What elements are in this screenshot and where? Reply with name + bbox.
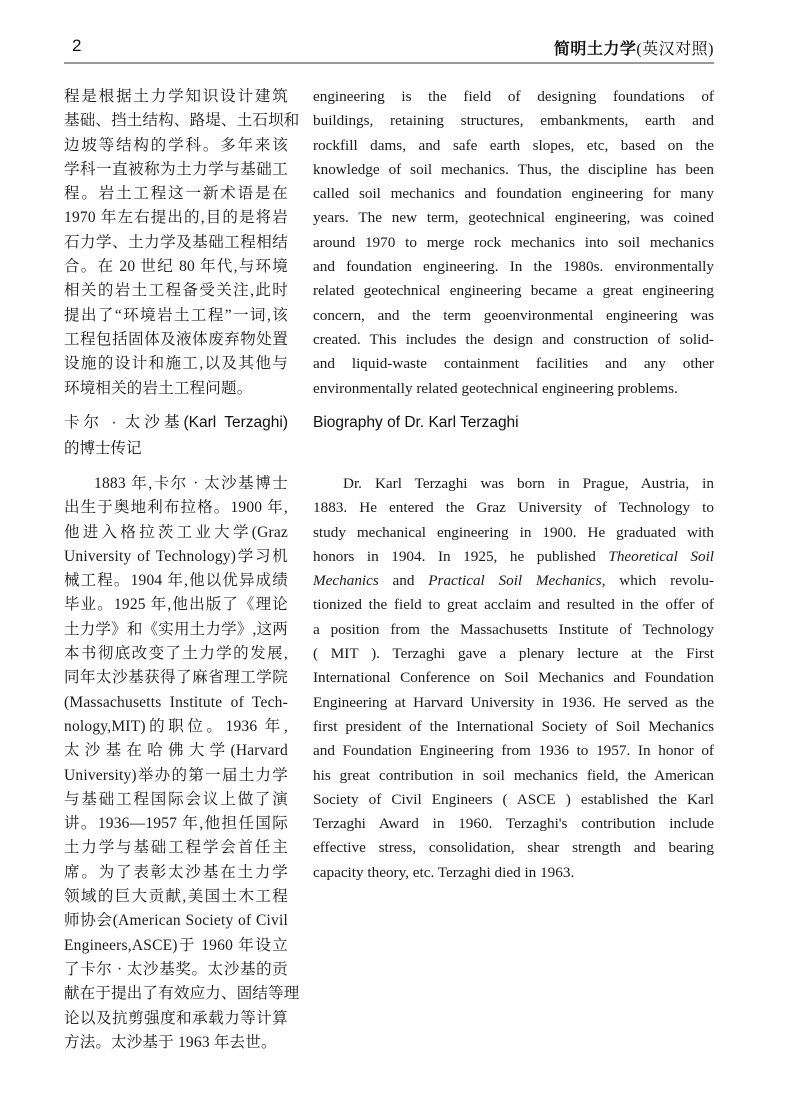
- text-line: and liquid-waste containment facilities and any other: [313, 355, 714, 373]
- right-intro-paragraph: [313, 85, 714, 401]
- text-line: effective stress, consolidation, shear strength and bearing: [313, 839, 714, 857]
- text-line: knowledge of soil mechanics. Thus, the discipline has been: [313, 160, 714, 178]
- text-line: 领域的巨大贡献,美国土木工程: [64, 888, 288, 906]
- text-line: environmentally related geotechnical engineering problems.: [313, 379, 678, 397]
- text-line: 本书彻底改变了土力学的发展,: [64, 645, 288, 663]
- text-line: 基础、挡土结构、路堤、土石坝和: [64, 112, 300, 130]
- heading-line: 的博士传记: [64, 440, 142, 457]
- text-line: 与基础工程国际会议上做了演: [64, 790, 288, 808]
- text-line: University of Technology)学习机: [64, 547, 288, 565]
- text-line: 席。为了表彰太沙基在土力学: [64, 863, 288, 881]
- text-segment: , which revolu-: [601, 572, 714, 590]
- text-line-with-italic: [313, 569, 714, 593]
- text-line: study mechanical engineering in 1900. He graduated with: [313, 523, 714, 541]
- text-line: ( MIT ). Terzaghi gave a plenary lecture at the First: [313, 645, 714, 663]
- text-line: 1970 年左右提出的,目的是将岩: [64, 209, 288, 227]
- text-line: 工程包括固体及液体废弃物处置: [64, 330, 288, 348]
- text-segment: and: [378, 572, 429, 590]
- text-line: Dr. Karl Terzaghi was born in Prague, Austria, in: [343, 475, 714, 492]
- text-line: Terzaghi Award in 1960. Terzaghi's contribution include: [313, 815, 714, 833]
- page-header: [64, 34, 714, 64]
- text-line: buildings, retaining structures, embankments, earth and: [313, 112, 714, 130]
- book-title: [554, 36, 714, 59]
- text-line: 了卡尔 · 太沙基奖。太沙基的贡: [64, 960, 288, 978]
- text-line: and foundation engineering. In the 1980s. environmentally: [313, 258, 714, 276]
- text-line: (Massachusetts Institute of Tech-: [64, 693, 288, 711]
- left-intro-paragraph: [64, 85, 300, 401]
- text-line: 程。岩土工程这一新术语是在: [64, 185, 288, 203]
- text-line: first president of the International Society of Soil Mechanics: [313, 717, 714, 735]
- text-line: 1883 年,卡尔 · 太沙基博士: [94, 475, 288, 492]
- text-line: related geotechnical engineering became a great engineering: [313, 282, 714, 300]
- book-title-italic: Theoretical Soil: [608, 547, 715, 565]
- text-line: 程是根据土力学知识设计建筑: [64, 88, 288, 105]
- text-line: concern, and the term geoenvironmental engineering was: [313, 306, 714, 324]
- text-line: his great contribution in soil mechanics field, the American: [313, 766, 714, 784]
- text-line: a position from the Massachusetts Institute of Technology: [313, 620, 714, 638]
- text-line: engineering is the field of designing foundations of: [313, 88, 714, 105]
- text-line: 师协会(American Society of Civil: [64, 912, 288, 930]
- text-line: 相关的岩土工程备受关注,此时: [64, 282, 288, 300]
- text-line: years. The new term, geotechnical engineering, was coined: [313, 209, 714, 227]
- text-line: University)举办的第一届土力学: [64, 766, 288, 784]
- book-title-sub: (英汉对照): [636, 41, 714, 58]
- book-title-main: 简明土力学: [553, 41, 637, 58]
- text-line: and Foundation Engineering from 1936 to 1957. In honor of: [313, 742, 714, 760]
- text-line: Society of Civil Engineers ( ASCE ) established the Karl: [313, 790, 714, 808]
- text-line: Engineering at Harvard University in 1936. He served as the: [313, 693, 714, 711]
- right-section-heading: [313, 410, 714, 436]
- text-line: rockfill dams, and safe earth slopes, etc, based on the: [313, 136, 714, 154]
- text-line: 合。在 20 世纪 80 年代,与环境: [64, 258, 288, 276]
- text-line: tionized the field to great acclaim and resulted in the offer of: [313, 596, 714, 614]
- text-line: 学科一直被称为土力学与基础工: [64, 160, 288, 178]
- text-line: 1883. He entered the Graz University of Technology to: [313, 499, 714, 517]
- heading-line: 卡尔 · 太沙基(Karl Terzaghi): [64, 414, 288, 431]
- left-biography-paragraph: [64, 472, 300, 1055]
- text-line: 设施的设计和施工,以及其他与: [64, 355, 288, 373]
- text-line: 论以及抗剪强度和承载力等计算: [64, 1009, 288, 1027]
- text-line: 太沙基在哈佛大学(Harvard: [64, 742, 288, 760]
- text-line: 毕业。1925 年,他出版了《理论: [64, 596, 288, 614]
- text-line: 土力学与基础工程学会首任主: [64, 839, 288, 857]
- text-line: 土力学》和《实用土力学》,这两: [64, 620, 288, 638]
- text-line: 同年太沙基获得了麻省理工学院: [64, 669, 288, 687]
- text-line: nology,MIT)的职位。1936 年,: [64, 717, 288, 735]
- text-line: 方法。太沙基于 1963 年去世。: [64, 1033, 277, 1051]
- page-number: 2: [72, 36, 82, 55]
- text-line: 边坡等结构的学科。多年来该: [64, 136, 288, 154]
- heading-line: Biography of Dr. Karl Terzaghi: [313, 414, 519, 431]
- text-line: created. This includes the design and construction of solid-: [313, 330, 714, 348]
- text-line: 献在于提出了有效应力、固结等理: [64, 985, 300, 1003]
- text-line: capacity theory, etc. Terzaghi died in 1963.: [313, 863, 575, 881]
- book-title-italic: Mechanics: [313, 572, 379, 590]
- text-line: 石力学、土力学及基础工程相结: [64, 233, 288, 251]
- book-title-italic: Practical Soil Mechanics: [428, 572, 602, 590]
- text-line: 讲。1936—1957 年,他担任国际: [64, 815, 288, 833]
- text-line: called soil mechanics and foundation engineering for many: [313, 185, 714, 203]
- text-line: 械工程。1904 年,他以优异成绩: [64, 572, 288, 590]
- text-line: around 1970 to merge rock mechanics into soil mechanics: [313, 233, 714, 251]
- right-biography-paragraph: [313, 472, 714, 885]
- text-line: Engineers,ASCE)于 1960 年设立: [64, 936, 288, 954]
- text-line: 出生于奥地利布拉格。1900 年,: [64, 499, 288, 517]
- left-section-heading: [64, 410, 288, 462]
- text-segment: honors in 1904. In 1925, he published: [313, 547, 609, 565]
- text-line-with-italic: [313, 545, 714, 569]
- text-line: 他进入格拉茨工业大学(Graz: [64, 523, 288, 541]
- text-line: International Conference on Soil Mechanics and Foundation: [313, 669, 714, 687]
- text-line: 提出了“环境岩土工程”一词,该: [64, 306, 288, 324]
- text-line: 环境相关的岩土工程问题。: [64, 379, 253, 397]
